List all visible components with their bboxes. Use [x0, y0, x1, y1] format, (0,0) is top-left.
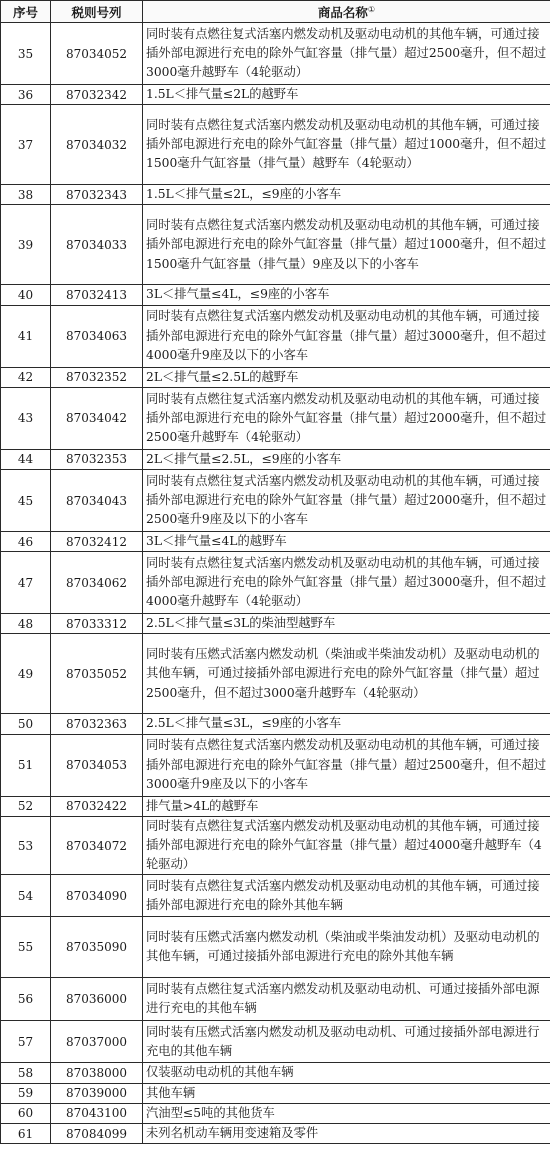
seq-cell: 38 [1, 185, 51, 205]
seq-cell: 49 [1, 634, 51, 714]
product-name-cell: 同时装有压燃式活塞内燃发动机及驱动电动机、可通过接插外部电源进行充电的其他车辆 [143, 1021, 550, 1063]
seq-cell: 53 [1, 816, 51, 875]
table-row [1, 105, 550, 185]
table-row [1, 614, 550, 634]
tariff-code-cell: 87032363 [51, 714, 143, 734]
seq-cell: 42 [1, 367, 51, 387]
table-row [1, 1103, 550, 1123]
table-row [1, 185, 550, 205]
table-row [1, 734, 550, 796]
tariff-code-cell: 87033312 [51, 614, 143, 634]
tariff-code-cell: 87038000 [51, 1063, 143, 1083]
tariff-code-cell: 87034072 [51, 816, 143, 875]
table-row [1, 367, 550, 387]
tariff-code-cell: 87032413 [51, 285, 143, 305]
product-name-cell: 同时装有点燃往复式活塞内燃发动机及驱动电动机的其他车辆，可通过接插外部电源进行充电的除外气缸容量（排气量）超过2000毫升，但不超过2500毫升9座及以下的小客车 [143, 470, 550, 532]
table-row [1, 532, 550, 552]
header-name-label: 商品名称 [317, 4, 368, 20]
product-name-cell: 2L＜排气量≤2.5L的越野车 [143, 367, 550, 387]
tariff-code-cell: 87043100 [51, 1103, 143, 1123]
product-name-cell: 1.5L＜排气量≤2L的越野车 [143, 85, 550, 105]
tariff-code-cell: 87032343 [51, 185, 143, 205]
tariff-code-cell: 87036000 [51, 978, 143, 1021]
product-name-cell: 仅装驱动电动机的其他车辆 [143, 1063, 550, 1083]
product-name-cell: 同时装有点燃往复式活塞内燃发动机及驱动电动机的其他车辆，可通过接插外部电源进行充电的除外气缸容量（排气量）超过3000毫升，但不超过4000毫升越野车（4轮驱动） [143, 552, 550, 614]
seq-cell: 61 [1, 1124, 51, 1144]
product-name-cell: 其他车辆 [143, 1083, 550, 1103]
product-name-cell: 同时装有点燃往复式活塞内燃发动机及驱动电动机、可通过接插外部电源进行充电的其他车辆 [143, 978, 550, 1021]
table-row [1, 387, 550, 449]
tariff-code-cell: 87032412 [51, 532, 143, 552]
product-name-cell: 同时装有点燃往复式活塞内燃发动机及驱动电动机的其他车辆，可通过接插外部电源进行充电的除外气缸容量（排气量）超过4000毫升越野车（4轮驱动） [143, 816, 550, 875]
tariff-code-cell: 87034053 [51, 734, 143, 796]
seq-cell: 43 [1, 387, 51, 449]
seq-cell: 41 [1, 305, 51, 367]
seq-cell: 40 [1, 285, 51, 305]
tariff-code-cell: 87032342 [51, 85, 143, 105]
table-row [1, 917, 550, 978]
table-row [1, 449, 550, 469]
table-row [1, 714, 550, 734]
product-name-cell: 排气量>4L的越野车 [143, 796, 550, 816]
seq-cell: 50 [1, 714, 51, 734]
tariff-code-cell: 87034052 [51, 23, 143, 85]
seq-cell: 56 [1, 978, 51, 1021]
seq-cell: 54 [1, 875, 51, 917]
table-row [1, 23, 550, 85]
tariff-code-cell: 87034090 [51, 875, 143, 917]
seq-cell: 51 [1, 734, 51, 796]
product-name-cell: 1.5L＜排气量≤2L，≤9座的小客车 [143, 185, 550, 205]
seq-cell: 59 [1, 1083, 51, 1103]
product-name-cell: 同时装有点燃往复式活塞内燃发动机及驱动电动机的其他车辆，可通过接插外部电源进行充电的除外气缸容量（排气量）超过2500毫升，但不超过3000毫升9座及以下的小客车 [143, 734, 550, 796]
tariff-code-cell: 87034043 [51, 470, 143, 532]
product-name-cell: 3L＜排气量≤4L的越野车 [143, 532, 550, 552]
table-row [1, 634, 550, 714]
seq-cell: 60 [1, 1103, 51, 1123]
table-row [1, 796, 550, 816]
table-row [1, 1063, 550, 1083]
seq-cell: 55 [1, 917, 51, 978]
tariff-code-cell: 87032422 [51, 796, 143, 816]
table-row [1, 978, 550, 1021]
seq-cell: 47 [1, 552, 51, 614]
tariff-code-cell: 87032352 [51, 367, 143, 387]
table-body [1, 23, 550, 1144]
product-name-cell: 同时装有压燃式活塞内燃发动机（柴油或半柴油发动机）及驱动电动机的其他车辆，可通过接插外部电源进行充电的除外其他车辆 [143, 917, 550, 978]
tariff-code-cell: 87034063 [51, 305, 143, 367]
footnote-marker: ① [367, 4, 376, 14]
table-row [1, 205, 550, 285]
product-name-cell: 同时装有点燃往复式活塞内燃发动机及驱动电动机的其他车辆，可通过接插外部电源进行充电的除外气缸容量（排气量）超过2000毫升，但不超过2500毫升越野车（4轮驱动） [143, 387, 550, 449]
seq-cell: 57 [1, 1021, 51, 1063]
table-row [1, 875, 550, 917]
product-name-cell: 汽油型≤5吨的其他货车 [143, 1103, 550, 1123]
header-name [143, 1, 550, 23]
product-name-cell: 2.5L＜排气量≤3L的柴油型越野车 [143, 614, 550, 634]
product-name-cell: 同时装有点燃往复式活塞内燃发动机及驱动电动机的其他车辆，可通过接插外部电源进行充电的除外气缸容量（排气量）超过3000毫升，但不超过4000毫升9座及以下的小客车 [143, 305, 550, 367]
table-row [1, 552, 550, 614]
seq-cell: 46 [1, 532, 51, 552]
product-name-cell: 同时装有压燃式活塞内燃发动机（柴油或半柴油发动机）及驱动电动机的其他车辆，可通过接插外部电源进行充电的除外气缸容量（排气量）超过2500毫升，但不超过3000毫升越野车（4轮驱动） [143, 634, 550, 714]
tariff-code-cell: 87037000 [51, 1021, 143, 1063]
seq-cell: 52 [1, 796, 51, 816]
product-name-cell: 3L＜排气量≤4L，≤9座的小客车 [143, 285, 550, 305]
seq-cell: 44 [1, 449, 51, 469]
tariff-code-cell: 87034042 [51, 387, 143, 449]
seq-cell: 39 [1, 205, 51, 285]
table-row [1, 816, 550, 875]
tariff-code-cell: 87039000 [51, 1083, 143, 1103]
tariff-code-cell: 87032353 [51, 449, 143, 469]
table-row [1, 1021, 550, 1063]
table-row [1, 85, 550, 105]
table-row [1, 285, 550, 305]
product-name-cell: 同时装有点燃往复式活塞内燃发动机及驱动电动机的其他车辆，可通过接插外部电源进行充电的除外气缸容量（排气量）超过1000毫升，但不超过1500毫升气缸容量（排气量）9座及以下的小客车 [143, 205, 550, 285]
seq-cell: 58 [1, 1063, 51, 1083]
product-name-cell: 2.5L＜排气量≤3L，≤9座的小客车 [143, 714, 550, 734]
table-row [1, 1083, 550, 1103]
table-row [1, 1124, 550, 1144]
tariff-code-cell: 87034062 [51, 552, 143, 614]
seq-cell: 45 [1, 470, 51, 532]
seq-cell: 37 [1, 105, 51, 185]
seq-cell: 35 [1, 23, 51, 85]
product-name-cell: 同时装有点燃往复式活塞内燃发动机及驱动电动机的其他车辆，可通过接插外部电源进行充电的除外气缸容量（排气量）超过1000毫升，但不超过1500毫升气缸容量（排气量）越野车（4轮驱动） [143, 105, 550, 185]
product-name-cell: 2L＜排气量≤2.5L，≤9座的小客车 [143, 449, 550, 469]
header-seq: 序号 [1, 1, 51, 23]
header-code: 税则号列 [51, 1, 143, 23]
header-row [1, 1, 550, 23]
seq-cell: 36 [1, 85, 51, 105]
table-row [1, 470, 550, 532]
tariff-code-cell: 87034032 [51, 105, 143, 185]
product-name-cell: 同时装有点燃往复式活塞内燃发动机及驱动电动机的其他车辆，可通过接插外部电源进行充电的除外气缸容量（排气量）超过2500毫升，但不超过3000毫升越野车（4轮驱动） [143, 23, 550, 85]
tariff-code-cell: 87035052 [51, 634, 143, 714]
tariff-code-cell: 87034033 [51, 205, 143, 285]
seq-cell: 48 [1, 614, 51, 634]
table-row [1, 305, 550, 367]
tariff-code-cell: 87084099 [51, 1124, 143, 1144]
product-name-cell: 未列名机动车辆用变速箱及零件 [143, 1124, 550, 1144]
tariff-code-cell: 87035090 [51, 917, 143, 978]
product-name-cell: 同时装有点燃往复式活塞内燃发动机及驱动电动机的其他车辆，可通过接插外部电源进行充电的除外其他车辆 [143, 875, 550, 917]
